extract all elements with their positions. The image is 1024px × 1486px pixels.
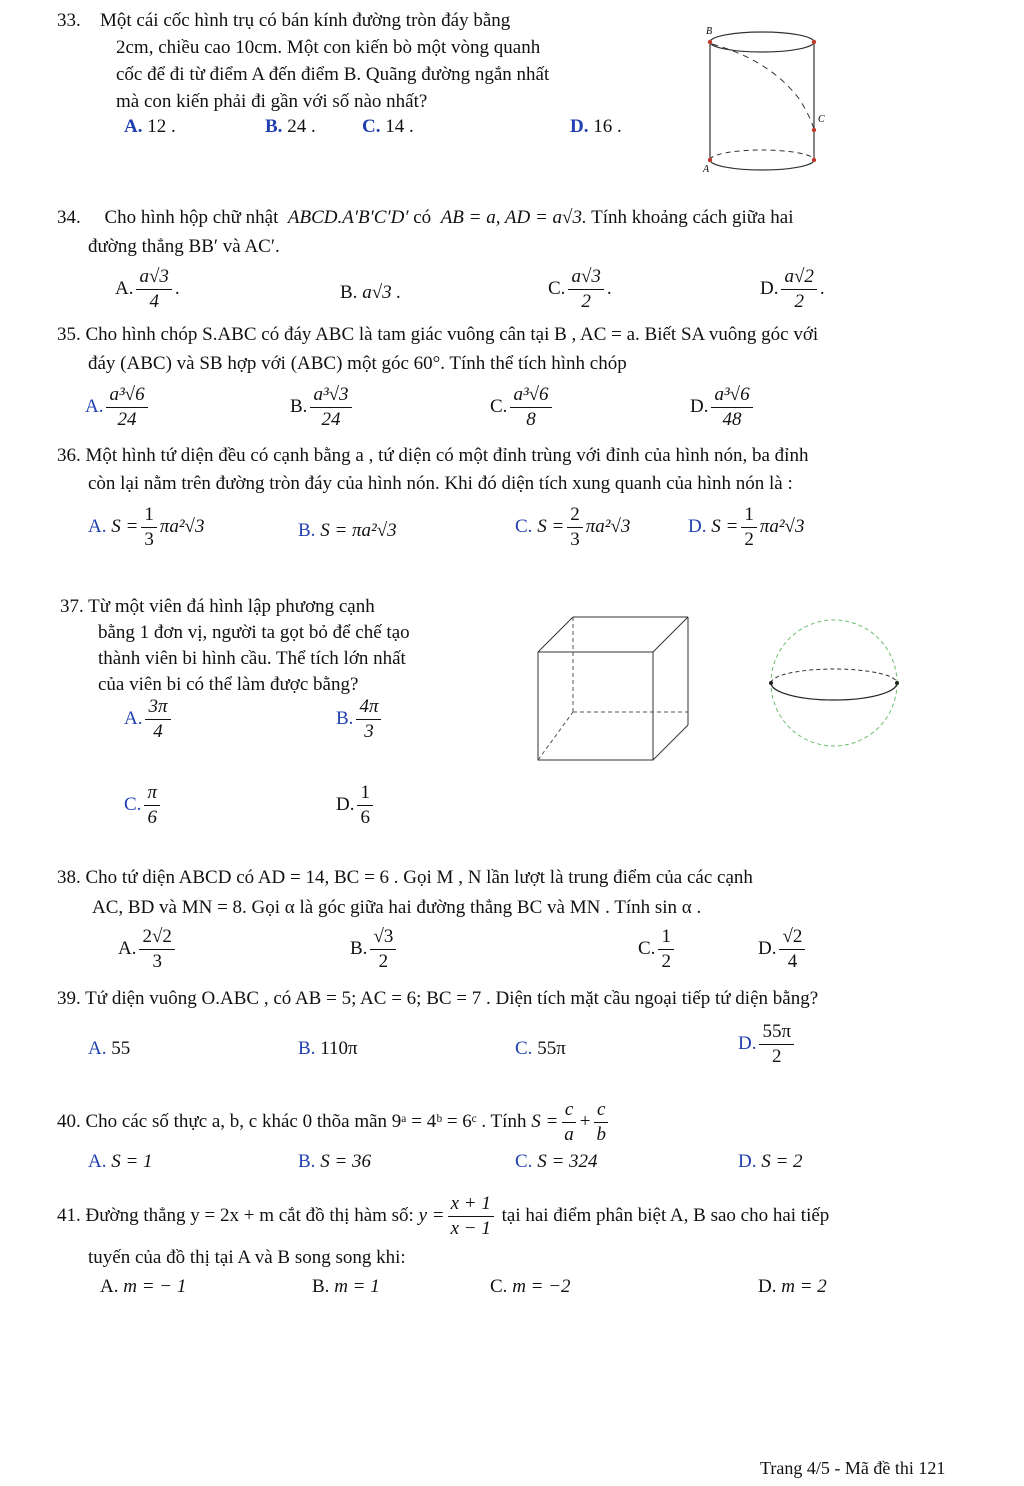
q41-option-a[interactable]	[100, 1276, 186, 1298]
q33-option-a[interactable]	[124, 116, 176, 138]
q34-co: có	[413, 207, 432, 228]
q36-number: 36.	[57, 445, 81, 466]
q41-line2: tuyến của đồ thị tại A và B song song khi:	[88, 1247, 406, 1268]
q33-option-b[interactable]	[265, 116, 316, 138]
q35-number: 35.	[57, 324, 81, 345]
q33-option-a-text: 12 .	[147, 116, 176, 137]
q41-f-den: x − 1	[450, 1217, 491, 1239]
q41-option-d[interactable]	[758, 1276, 827, 1298]
q34-option-d-den: 2	[794, 290, 804, 312]
q33-option-c[interactable]	[362, 116, 414, 138]
q36-option-a-label: A.	[88, 515, 107, 537]
q34-option-a-tail: .	[174, 277, 180, 299]
q38-option-b[interactable]	[350, 927, 399, 972]
q36-option-d-num: 1	[741, 505, 757, 528]
q41-option-d-text: m = 2	[781, 1276, 827, 1297]
q41-option-b-text: m = 1	[334, 1276, 380, 1297]
q40-f2-den: b	[596, 1123, 606, 1145]
q36-option-c-label: C.	[515, 515, 533, 537]
q37-line1	[60, 594, 375, 619]
q38-option-b-label: B.	[350, 937, 368, 959]
q34-option-a-label: A.	[115, 277, 134, 299]
q33-option-d[interactable]	[570, 116, 622, 138]
q35-line1	[57, 322, 818, 347]
q34-text-b: Tính khoảng cách giữa hai	[591, 207, 794, 228]
q40-option-d-label: D.	[738, 1151, 757, 1172]
q35-option-c-den: 8	[526, 408, 536, 430]
q34-option-d-num: a√2	[781, 267, 816, 290]
q40-option-b-text: S = 36	[320, 1151, 372, 1172]
q40-s-pre: S =	[531, 1110, 559, 1132]
q36-option-b[interactable]	[298, 520, 397, 542]
q39-option-a-label: A.	[88, 1038, 107, 1059]
q38-option-c[interactable]	[638, 927, 677, 972]
q36-option-d-den: 2	[744, 528, 754, 550]
q35-option-c-label: C.	[490, 395, 508, 417]
q40-option-c-label: C.	[515, 1151, 533, 1172]
q37-line3: thành viên bi hình cầu. Thể tích lớn nhất	[98, 648, 406, 669]
q35-option-a-label: A.	[85, 395, 104, 417]
q37-option-c-num: π	[144, 783, 160, 806]
q36-option-b-text: S = πa²√3	[320, 520, 397, 541]
q36-option-c[interactable]	[515, 505, 630, 550]
q37-number: 37.	[60, 596, 84, 617]
cube-figure	[535, 612, 705, 762]
q40-number: 40.	[57, 1110, 81, 1132]
q40-option-d[interactable]	[738, 1151, 803, 1173]
q33-line4: mà con kiến phải đi gần với số nào nhất?	[116, 91, 428, 112]
q34-option-c-den: 2	[581, 290, 591, 312]
q38-option-a-den: 3	[152, 950, 162, 972]
q39-option-c-label: C.	[515, 1038, 533, 1059]
q34-option-a-num: a√3	[136, 267, 171, 290]
q34-option-a-den: 4	[149, 290, 159, 312]
q41-option-b-label: B.	[312, 1276, 330, 1297]
q36-option-d[interactable]	[688, 505, 804, 550]
q34-line1	[57, 205, 793, 230]
q37-option-c-den: 6	[147, 806, 157, 828]
q36-option-c-post: πa²√3	[585, 515, 631, 537]
q34-number: 34.	[57, 207, 81, 228]
q33-figure-label-b: B	[706, 26, 713, 37]
q37-option-c[interactable]	[124, 783, 163, 828]
q36-option-a-pre: S =	[111, 515, 139, 537]
q35-option-d-label: D.	[690, 395, 709, 417]
page-footer: Trang 4/5 - Mã đề thi 121	[760, 1458, 946, 1478]
q33-line1: Một cái cốc hình trụ có bán kính đường tròn đáy bằng	[100, 10, 511, 31]
q39-option-d-label: D.	[738, 1032, 757, 1054]
q34-condition: AB = a, AD = a√3.	[440, 207, 587, 228]
q33-option-c-text: 14 .	[385, 116, 414, 137]
q39-option-a-text: 55	[111, 1038, 131, 1059]
q35-option-b[interactable]	[290, 385, 355, 430]
q36-option-a[interactable]	[88, 505, 204, 550]
q37-option-c-label: C.	[124, 793, 142, 815]
q35-option-d-num: a³√6	[711, 385, 752, 408]
q33-option-b-label: B.	[265, 116, 283, 137]
q35-option-a-den: 24	[117, 408, 137, 430]
q36-line1	[57, 443, 808, 468]
q35-option-b-den: 24	[321, 408, 341, 430]
q41-y-pre: y =	[418, 1204, 445, 1226]
q37-option-d-label: D.	[336, 793, 355, 815]
q34-option-d-tail: .	[819, 277, 825, 299]
q41-number: 41.	[57, 1204, 81, 1226]
q39-option-d-den: 2	[772, 1045, 782, 1067]
q34-option-c[interactable]	[548, 267, 612, 312]
q41-option-a-text: m = − 1	[123, 1276, 187, 1297]
q39-option-c[interactable]	[515, 1038, 566, 1060]
q37-option-a-den: 4	[153, 720, 163, 742]
q34-line2: đường thẳng BB′ và AC′.	[88, 236, 280, 257]
q37-option-a-label: A.	[124, 707, 143, 729]
q40-f2-num: c	[594, 1100, 608, 1123]
q36-option-a-num: 1	[141, 505, 157, 528]
q40-option-a-label: A.	[88, 1151, 107, 1172]
q37-line4: của viên bi có thể làm được bằng?	[98, 674, 359, 695]
q41-text-b: tại hai điểm phân biệt A, B sao cho hai tiếp	[501, 1204, 830, 1226]
q40-option-a[interactable]	[88, 1151, 153, 1173]
q38-option-a-label: A.	[118, 937, 137, 959]
q36-text1: Một hình tứ diện đều có cạnh bằng a , tứ diện có một đỉnh trùng với đỉnh của hình nón, ba đỉnh	[85, 445, 809, 466]
q34-box-name: ABCD.A′B′C′D′	[287, 207, 409, 228]
q40-option-b[interactable]	[298, 1151, 371, 1173]
q39-option-c-text: 55π	[537, 1038, 566, 1059]
q39-option-d-num: 55π	[759, 1022, 794, 1045]
q41-line1	[57, 1194, 829, 1239]
q33-number: 33.	[57, 10, 81, 31]
q34-option-d[interactable]	[760, 267, 825, 312]
q36-option-d-label: D.	[688, 515, 707, 537]
q35-option-d[interactable]	[690, 385, 756, 430]
q40-option-d-text: S = 2	[761, 1151, 803, 1172]
q35-option-b-num: a³√3	[310, 385, 351, 408]
q39-option-b[interactable]	[298, 1038, 358, 1060]
q34-option-c-num: a√3	[568, 267, 603, 290]
q34-option-c-tail: .	[606, 277, 612, 299]
q39-option-b-label: B.	[298, 1038, 316, 1059]
q37-option-d-num: 1	[357, 783, 373, 806]
q38-option-a-num: 2√2	[139, 927, 174, 950]
q39-option-b-text: 110π	[320, 1038, 358, 1059]
q39-number: 39.	[57, 988, 81, 1009]
q41-f-num: x + 1	[448, 1194, 494, 1217]
q38-option-d-den: 4	[787, 950, 798, 972]
q33-option-b-text: 24 .	[287, 116, 316, 137]
q40-line1	[57, 1100, 612, 1145]
q41-option-b[interactable]	[312, 1276, 380, 1298]
q37-option-a-num: 3π	[145, 697, 170, 720]
q38-option-c-label: C.	[638, 937, 656, 959]
q38-option-b-num: √3	[370, 927, 396, 950]
q35-line2: đáy (ABC) và SB hợp với (ABC) một góc 60°. Tính thể tích hình chóp	[88, 353, 627, 374]
q37-option-b[interactable]	[336, 697, 384, 742]
q34-option-d-label: D.	[760, 277, 779, 299]
q37-option-d[interactable]	[336, 783, 376, 828]
q38-option-d[interactable]	[758, 927, 808, 972]
q41-text-a: Đường thẳng y = 2x + m cắt đồ thị hàm số:	[85, 1204, 414, 1226]
q37-option-b-den: 3	[364, 720, 374, 742]
q34-option-b[interactable]	[340, 282, 401, 304]
q37-text1: Từ một viên đá hình lập phương cạnh	[88, 596, 375, 617]
q38-option-c-den: 2	[661, 950, 671, 972]
q39-text1: Tứ diện vuông O.ABC , có AB = 5; AC = 6; BC = 7 . Diện tích mặt cầu ngoại tiếp tứ diện bằng?	[85, 988, 819, 1009]
q36-option-d-pre: S =	[711, 515, 739, 537]
q40-option-c[interactable]	[515, 1151, 598, 1173]
q36-option-a-den: 3	[144, 528, 154, 550]
q34-option-b-text: a√3 .	[362, 282, 402, 303]
q40-plus: +	[579, 1110, 591, 1132]
q37-line2: bằng 1 đơn vị, người ta gọt bỏ để chế tạo	[98, 622, 410, 643]
q34-text-a: Cho hình hộp chữ nhật	[104, 207, 279, 228]
q36-option-c-num: 2	[567, 505, 583, 528]
q40-option-c-text: S = 324	[537, 1151, 598, 1172]
q37-option-a[interactable]	[124, 697, 174, 742]
q40-option-b-label: B.	[298, 1151, 316, 1172]
q41-option-c[interactable]	[490, 1276, 571, 1298]
q37-option-b-label: B.	[336, 707, 354, 729]
q38-text1: Cho tứ diện ABCD có AD = 14, BC = 6 . Gọi M , N lần lượt là trung điểm của các cạnh	[85, 867, 753, 888]
q33-figure-label-c: C	[818, 114, 825, 125]
q33-option-d-label: D.	[570, 116, 589, 137]
q36-option-d-post: πa²√3	[759, 515, 805, 537]
q40-text1: Cho các số thực a, b, c khác 0 thõa mãn 9ᵃ = 4ᵇ = 6ᶜ . Tính	[85, 1110, 527, 1132]
q39-line1	[57, 986, 818, 1011]
q35-option-c-num: a³√6	[510, 385, 551, 408]
q33-line3: cốc để đi từ điểm A đến điểm B. Quãng đường ngắn nhất	[116, 64, 550, 85]
q40-option-a-text: S = 1	[111, 1151, 153, 1172]
q34-option-a[interactable]	[115, 267, 180, 312]
q34-option-b-label: B.	[340, 282, 358, 303]
q35-option-c[interactable]	[490, 385, 555, 430]
q33-option-d-text: 16 .	[593, 116, 622, 137]
q37-option-d-den: 6	[360, 806, 370, 828]
q35-option-d-den: 48	[722, 408, 742, 430]
q35-option-a[interactable]	[85, 385, 151, 430]
q38-option-d-num: √2	[779, 927, 805, 950]
q35-text1: Cho hình chóp S.ABC có đáy ABC là tam giác vuông cân tại B , AC = a. Biết SA vuông góc với	[85, 324, 819, 345]
q40-f1-num: c	[562, 1100, 576, 1123]
q41-option-c-text: m = −2	[512, 1276, 571, 1297]
q35-option-b-label: B.	[290, 395, 308, 417]
q38-option-c-num: 1	[658, 927, 674, 950]
q38-option-b-den: 2	[378, 950, 389, 972]
q36-option-c-pre: S =	[537, 515, 565, 537]
q38-option-a[interactable]	[118, 927, 178, 972]
q39-option-d[interactable]	[738, 1022, 797, 1067]
q33-option-a-label: A.	[124, 116, 143, 137]
q37-option-b-num: 4π	[356, 697, 381, 720]
q38-line1	[57, 865, 753, 890]
cylinder-figure	[700, 20, 830, 180]
q41-option-d-label: D.	[758, 1276, 777, 1297]
q41-option-a-label: A.	[100, 1276, 119, 1297]
q36-option-c-den: 3	[570, 528, 580, 550]
q36-option-b-label: B.	[298, 520, 316, 541]
q33-option-c-label: C.	[362, 116, 381, 137]
q39-option-a[interactable]	[88, 1038, 130, 1060]
sphere-figure	[770, 615, 905, 750]
q34-option-c-label: C.	[548, 277, 566, 299]
q36-option-a-post: πa²√3	[159, 515, 205, 537]
q38-line2: AC, BD và MN = 8. Gọi α là góc giữa hai đường thẳng BC và MN . Tính sin α .	[92, 897, 702, 918]
q41-option-c-label: C.	[490, 1276, 508, 1297]
q33-figure-label-a: A	[703, 164, 710, 175]
q38-number: 38.	[57, 867, 81, 888]
q35-option-a-num: a³√6	[106, 385, 147, 408]
q40-f1-den: a	[564, 1123, 574, 1145]
q33-line2: 2cm, chiều cao 10cm. Một con kiến bò một vòng quanh	[116, 37, 541, 58]
q36-line2: còn lại nằm trên đường tròn đáy của hình nón. Khi đó diện tích xung quanh của hình nón là :	[88, 473, 793, 494]
q38-option-d-label: D.	[758, 937, 777, 959]
